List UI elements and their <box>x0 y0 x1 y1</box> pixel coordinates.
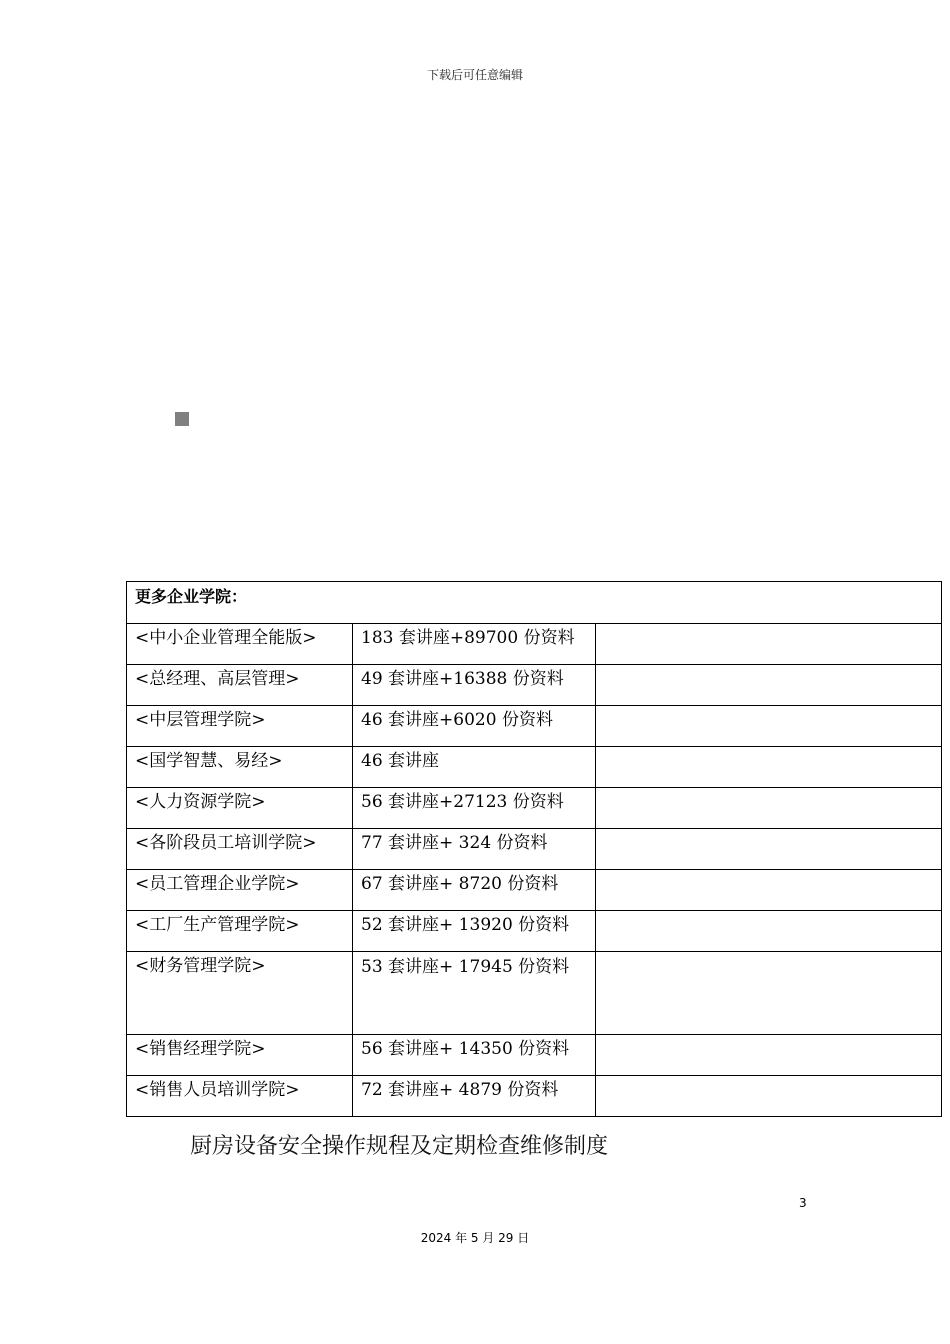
course-extra <box>596 788 942 829</box>
table-row <box>127 829 942 870</box>
table-row <box>127 870 942 911</box>
course-content: 46 套讲座 <box>353 747 596 788</box>
course-content: 49 套讲座+16388 份资料 <box>353 665 596 706</box>
course-content: 52 套讲座+ 13920 份资料 <box>353 911 596 952</box>
course-content: 72 套讲座+ 4879 份资料 <box>353 1076 596 1117</box>
page-number: 3 <box>799 1196 807 1210</box>
course-name: <财务管理学院> <box>127 952 353 1035</box>
course-content: 67 套讲座+ 8720 份资料 <box>353 870 596 911</box>
table-row <box>127 624 942 665</box>
course-name: <中层管理学院> <box>127 706 353 747</box>
course-name: <国学智慧、易经> <box>127 747 353 788</box>
course-content <box>353 952 596 1035</box>
course-extra <box>596 911 942 952</box>
course-content: 183 套讲座+89700 份资料 <box>353 624 596 665</box>
course-name: <中小企业管理全能版> <box>127 624 353 665</box>
courses-table <box>126 581 942 1117</box>
document-title: 厨房设备安全操作规程及定期检查维修制度 <box>190 1134 609 1159</box>
course-name: <总经理、高层管理> <box>127 665 353 706</box>
course-content: 46 套讲座+6020 份资料 <box>353 706 596 747</box>
course-extra <box>596 952 942 1035</box>
course-content: 77 套讲座+ 324 份资料 <box>353 829 596 870</box>
course-extra <box>596 1076 942 1117</box>
square-bullet-icon <box>175 412 189 426</box>
course-name: <人力资源学院> <box>127 788 353 829</box>
header-note: 下载后可任意编辑 <box>426 68 523 82</box>
course-name: <销售经理学院> <box>127 1035 353 1076</box>
course-name: <各阶段员工培训学院> <box>127 829 353 870</box>
course-name: <销售人员培训学院> <box>127 1076 353 1117</box>
course-name: <员工管理企业学院> <box>127 870 353 911</box>
footer-date: 2024 年 5 月 29 日 <box>420 1231 530 1245</box>
course-content: 56 套讲座+ 14350 份资料 <box>353 1035 596 1076</box>
course-extra <box>596 624 942 665</box>
course-extra <box>596 1035 942 1076</box>
table-row <box>127 706 942 747</box>
course-content-text: 53 套讲座+ 17945 份资料 <box>361 957 570 977</box>
table-row <box>127 788 942 829</box>
course-extra <box>596 747 942 788</box>
course-extra <box>596 870 942 911</box>
course-extra <box>596 829 942 870</box>
table-row <box>127 1035 942 1076</box>
table-row <box>127 1076 942 1117</box>
table-row <box>127 747 942 788</box>
course-content: 56 套讲座+27123 份资料 <box>353 788 596 829</box>
table-row <box>127 665 942 706</box>
table-title: 更多企业学院： <box>127 582 942 624</box>
course-name: <工厂生产管理学院> <box>127 911 353 952</box>
table-row <box>127 952 942 1035</box>
course-extra <box>596 665 942 706</box>
course-extra <box>596 706 942 747</box>
